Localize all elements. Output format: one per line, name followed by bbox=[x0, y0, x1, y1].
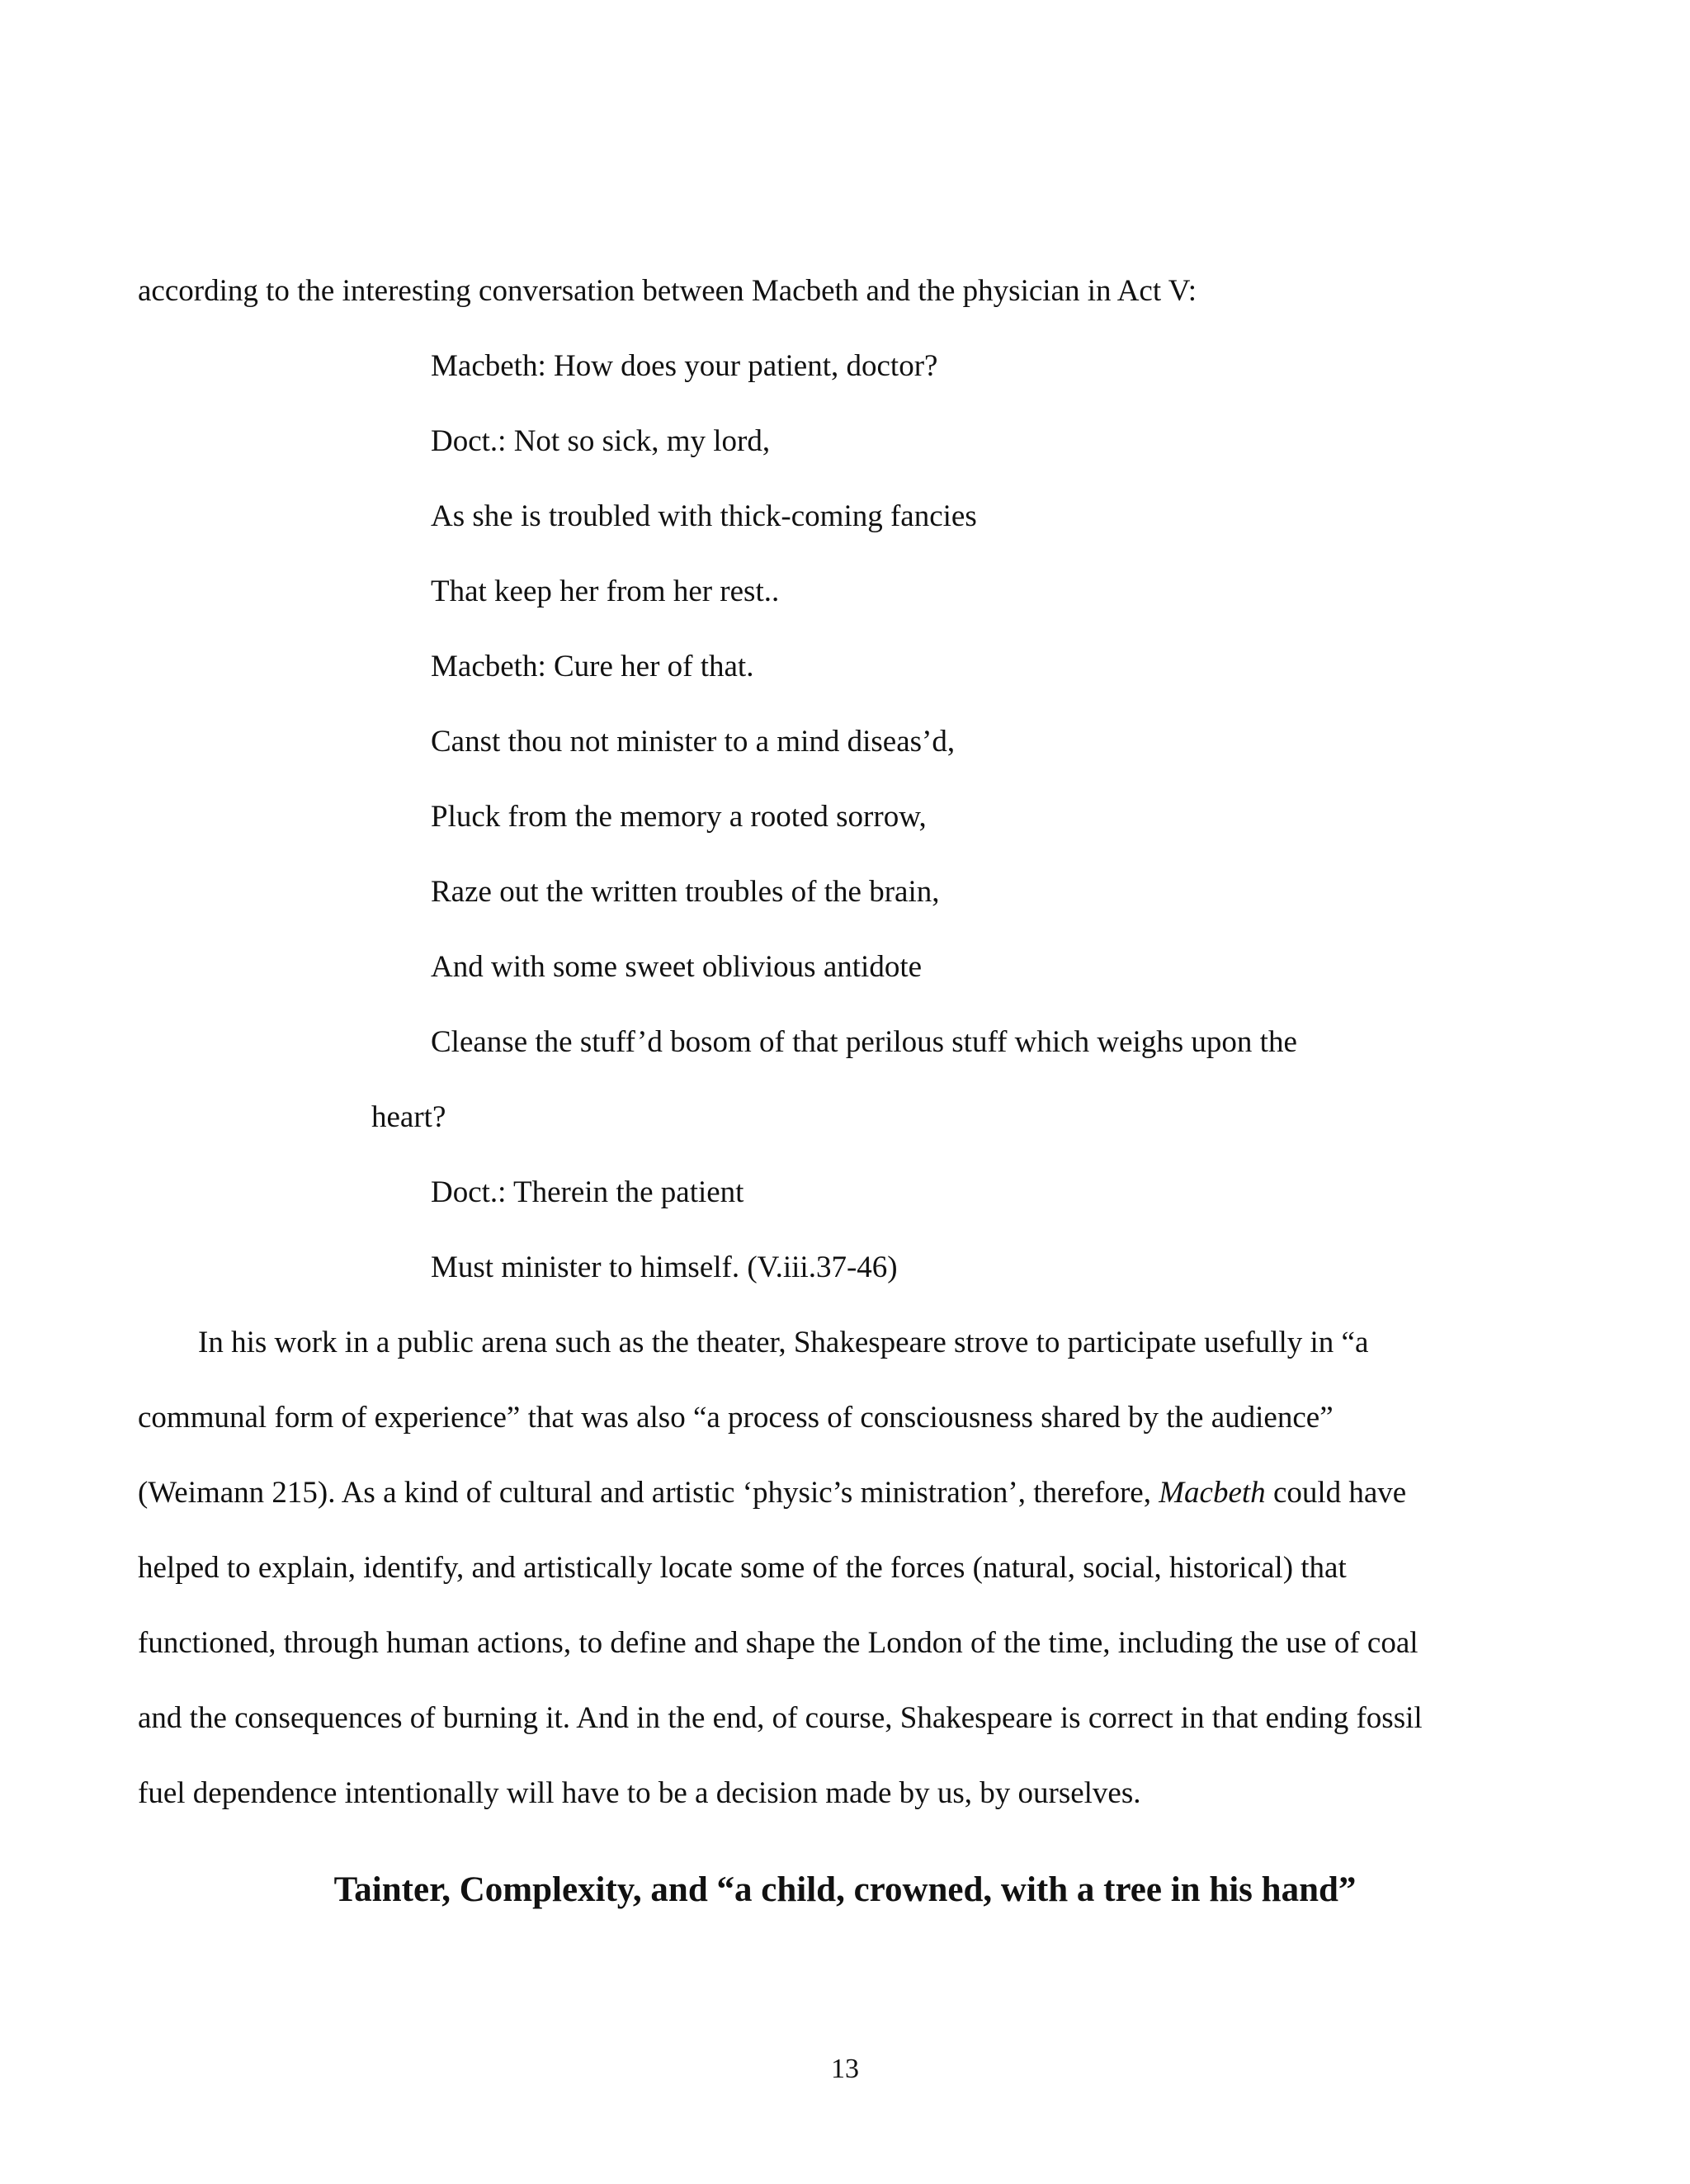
quote-line: And with some sweet oblivious antidote bbox=[431, 950, 923, 984]
quote-line: Cleanse the stuff’d bosom of that perilous stuff which weighs upon the bbox=[431, 1025, 1297, 1059]
paragraph-line: communal form of experience” that was also “a process of consciousness shared by the audience” bbox=[138, 1401, 1334, 1435]
quote-line: That keep her from her rest.. bbox=[431, 574, 780, 608]
paragraph-line bbox=[138, 1474, 1406, 1512]
quote-citation-line: Must minister to himself. (V.iii.37-46) bbox=[431, 1250, 898, 1284]
section-heading: Tainter, Complexity, and “a child, crowned, with a tree in his hand” bbox=[333, 1870, 1357, 1909]
italic-title: Macbeth bbox=[1159, 1476, 1266, 1510]
page-number: 13 bbox=[831, 2054, 859, 2084]
paragraph-text: (Weimann 215). As a kind of cultural and artistic ‘physic’s ministration’, therefore, bbox=[138, 1476, 1159, 1510]
quote-line: Macbeth: Cure her of that. bbox=[431, 650, 754, 683]
paragraph-line: fuel dependence intentionally will have to be a decision made by us, by ourselves. bbox=[138, 1776, 1141, 1810]
intro-line: according to the interesting conversation between Macbeth and the physician in Act V: bbox=[138, 274, 1197, 308]
paragraph-line: and the consequences of burning it. And in the end, of course, Shakespeare is correct in that ending fossil bbox=[138, 1701, 1423, 1735]
quote-line: Raze out the written troubles of the brain, bbox=[431, 875, 940, 909]
quote-line: Canst thou not minister to a mind diseas’d, bbox=[431, 725, 956, 759]
quote-line: Macbeth: How does your patient, doctor? bbox=[431, 349, 938, 383]
paragraph-line: functioned, through human actions, to define and shape the London of the time, including the use of coal bbox=[138, 1626, 1419, 1660]
paragraph-line: helped to explain, identify, and artistically locate some of the forces (natural, social, historical) that bbox=[138, 1551, 1347, 1585]
quote-line: Pluck from the memory a rooted sorrow, bbox=[431, 800, 927, 834]
quote-line: Doct.: Therein the patient bbox=[431, 1175, 744, 1209]
quote-line-continuation: heart? bbox=[371, 1100, 446, 1134]
quote-line: As she is troubled with thick-coming fancies bbox=[431, 499, 977, 533]
paragraph-text: could have bbox=[1265, 1476, 1407, 1510]
quote-line: Doct.: Not so sick, my lord, bbox=[431, 424, 771, 458]
paragraph-line: In his work in a public arena such as the theater, Shakespeare strove to participate usefully in “a bbox=[198, 1326, 1369, 1359]
